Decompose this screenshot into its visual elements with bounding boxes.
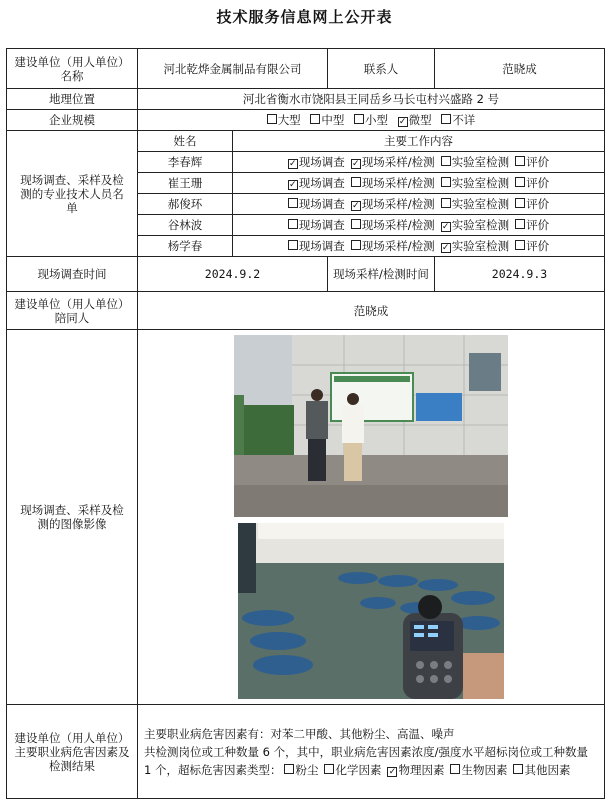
images-cell [138, 330, 605, 705]
work-option: 现场调查 [288, 239, 345, 253]
work-option: 现场采样/检测 [351, 239, 435, 253]
work-option: ✓ 现场调查 [289, 176, 345, 190]
page-title: 技术服务信息网上公开表 [216, 8, 393, 26]
scale-option-medium: 中型 [310, 113, 344, 127]
hazard-type-dust: 粉尘 [284, 763, 318, 777]
work-option: 评价 [515, 197, 549, 211]
checkbox [351, 219, 361, 229]
unit-name-label: 建设单位（用人单位）名称 [7, 49, 138, 89]
staff-name-header: 姓名 [138, 131, 233, 152]
checkbox [441, 114, 451, 124]
staff-work-header: 主要工作内容 [233, 131, 605, 152]
staff-work [233, 152, 605, 173]
work-option: 评价 [515, 176, 549, 190]
work-option: 评价 [515, 218, 549, 232]
unit-name-value: 河北乾烨金属制品有限公司 [138, 49, 328, 89]
scale-option-large: 大型 [267, 113, 301, 127]
staff-name: 谷林波 [138, 215, 233, 236]
info-table [6, 48, 605, 799]
work-option: ✓ 现场采样/检测 [352, 197, 435, 211]
checkbox: ✓ [352, 201, 360, 211]
hazards-cell [138, 705, 605, 799]
work-option: 现场采样/检测 [351, 176, 435, 190]
checkbox [515, 198, 525, 208]
staff-name: 郝俊环 [138, 194, 233, 215]
scale-option-micro: ✓ 微型 [398, 113, 432, 127]
work-option: ✓ 现场调查 [289, 155, 345, 169]
work-option: 现场采样/检测 [351, 218, 435, 232]
checkbox [441, 198, 451, 208]
hazard-type-other: 其他因素 [513, 763, 570, 777]
staff-name: 李春辉 [138, 152, 233, 173]
hazards-label: 建设单位（用人单位）主要职业病危害因素及检测结果 [7, 705, 138, 799]
checkbox [515, 219, 525, 229]
staff-work [233, 173, 605, 194]
checkbox [441, 156, 451, 166]
contact-label: 联系人 [328, 49, 435, 89]
work-option: ✓ 现场采样/检测 [352, 155, 435, 169]
checkbox: ✓ [289, 180, 297, 190]
work-option: 实验室检测 [441, 155, 510, 169]
work-option: 现场调查 [288, 218, 345, 232]
checkbox: ✓ [388, 766, 397, 777]
checkbox [515, 156, 525, 166]
staff-name: 杨学春 [138, 236, 233, 257]
checkbox [351, 177, 361, 187]
sampling-time-value: 2024.9.3 [435, 257, 605, 292]
checkbox [354, 114, 364, 124]
scale-option-unknown: 不详 [441, 113, 475, 127]
checkbox [284, 764, 294, 774]
checkbox [288, 219, 298, 229]
checkbox [310, 114, 320, 124]
site-photo-outdoor [234, 335, 508, 517]
companion-value: 范晓成 [138, 292, 605, 330]
hazards-line2: 共检测岗位或工种数量 6 个，其中，职业病危害因素浓度/强度水平超标岗位或工种数量 1 个，超标危害因素类型： 粉尘 化学因素 ✓ 物理因素 生物因素 其他因素 [144, 744, 588, 777]
checkbox [324, 764, 334, 774]
checkbox [450, 764, 460, 774]
hazards-line1: 主要职业病危害因素有：对苯二甲酸、其他粉尘、高温、噪声 [144, 726, 455, 741]
hazard-type-chemical: 化学因素 [324, 763, 381, 777]
staff-work [233, 194, 605, 215]
indoor-scene-image [238, 523, 504, 699]
checkbox [515, 177, 525, 187]
survey-time-value: 2024.9.2 [138, 257, 328, 292]
images-label: 现场调查、采样及检测的图像影像 [7, 330, 138, 705]
site-photo-indoor [238, 523, 504, 699]
checkbox [267, 114, 277, 124]
location-value: 河北省衡水市饶阳县王同岳乡马长屯村兴盛路 2 号 [138, 89, 605, 110]
scale-label: 企业规模 [7, 110, 138, 131]
checkbox: ✓ [289, 159, 297, 169]
staff-name: 崔王珊 [138, 173, 233, 194]
sampling-time-label: 现场采样/检测时间 [328, 257, 435, 292]
work-option: 评价 [515, 239, 549, 253]
checkbox [351, 240, 361, 250]
contact-value: 范晓成 [435, 49, 605, 89]
checkbox: ✓ [352, 159, 360, 169]
work-option: 现场调查 [288, 197, 345, 211]
outdoor-scene-image [234, 335, 508, 517]
work-option: ✓ 实验室检测 [441, 218, 510, 232]
staff-work [233, 215, 605, 236]
staff-label: 现场调查、采样及检测的专业技术人员名单 [7, 131, 138, 257]
location-label: 地理位置 [7, 89, 138, 110]
checkbox: ✓ [441, 243, 450, 253]
checkbox [513, 764, 523, 774]
checkbox: ✓ [441, 222, 450, 232]
checkbox [515, 240, 525, 250]
work-option: 实验室检测 [441, 176, 510, 190]
scale-option-small: 小型 [354, 113, 388, 127]
hazard-type-biological: 生物因素 [450, 763, 507, 777]
checkbox [288, 198, 298, 208]
checkbox: ✓ [398, 117, 407, 127]
work-option: 评价 [515, 155, 549, 169]
work-option: ✓ 实验室检测 [441, 239, 510, 253]
staff-work [233, 236, 605, 257]
scale-options [138, 110, 605, 131]
companion-label: 建设单位（用人单位）陪同人 [7, 292, 138, 330]
checkbox [441, 177, 451, 187]
survey-time-label: 现场调查时间 [7, 257, 138, 292]
checkbox [288, 240, 298, 250]
hazard-type-physical: ✓ 物理因素 [388, 762, 445, 777]
work-option: 实验室检测 [441, 197, 510, 211]
